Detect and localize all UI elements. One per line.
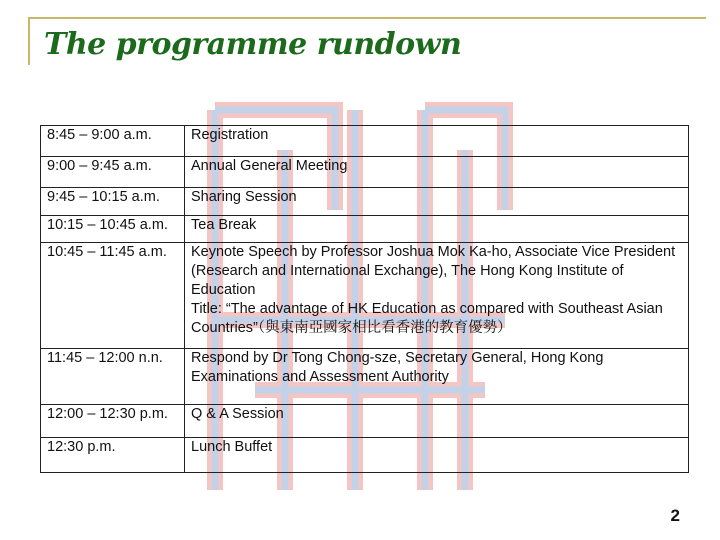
keynote-title: Title: “The advantage of HK Education as compared with Southeast Asian Countries”（與東南亞國家相比看香港的教育優勢） <box>191 301 663 336</box>
slide-title: The programme rundown <box>44 27 462 62</box>
time-cell: 11:45 – 12:00 n.n. <box>41 349 185 405</box>
table-row <box>41 216 689 243</box>
table-row <box>41 243 689 349</box>
table-row <box>41 126 689 157</box>
table-row <box>41 188 689 216</box>
item-cell: Registration <box>185 126 689 157</box>
table-row <box>41 438 689 473</box>
time-cell: 9:45 – 10:15 a.m. <box>41 188 185 216</box>
table-row <box>41 405 689 438</box>
page-number: 2 <box>670 506 680 525</box>
item-cell <box>185 243 689 349</box>
item-cell: Lunch Buffet <box>185 438 689 473</box>
item-cell: Respond by Dr Tong Chong-sze, Secretary General, Hong Kong Examinations and Assessment Authority <box>185 349 689 405</box>
time-cell: 9:00 – 9:45 a.m. <box>41 157 185 188</box>
time-cell: 10:15 – 10:45 a.m. <box>41 216 185 243</box>
frame-top-line <box>28 17 706 19</box>
item-cell: Tea Break <box>185 216 689 243</box>
table-row <box>41 157 689 188</box>
time-cell: 12:30 p.m. <box>41 438 185 473</box>
item-cell: Q & A Session <box>185 405 689 438</box>
keynote-speaker: Keynote Speech by Professor Joshua Mok Ka-ho, Associate Vice President (Research and International Exchange), The Hong Kong Institute of Education <box>191 244 676 298</box>
item-cell: Sharing Session <box>185 188 689 216</box>
time-cell: 8:45 – 9:00 a.m. <box>41 126 185 157</box>
table-row <box>41 349 689 405</box>
item-cell: Annual General Meeting <box>185 157 689 188</box>
programme-table <box>40 125 689 473</box>
frame-left-line <box>28 17 30 65</box>
time-cell: 12:00 – 12:30 p.m. <box>41 405 185 438</box>
time-cell: 10:45 – 11:45 a.m. <box>41 243 185 349</box>
